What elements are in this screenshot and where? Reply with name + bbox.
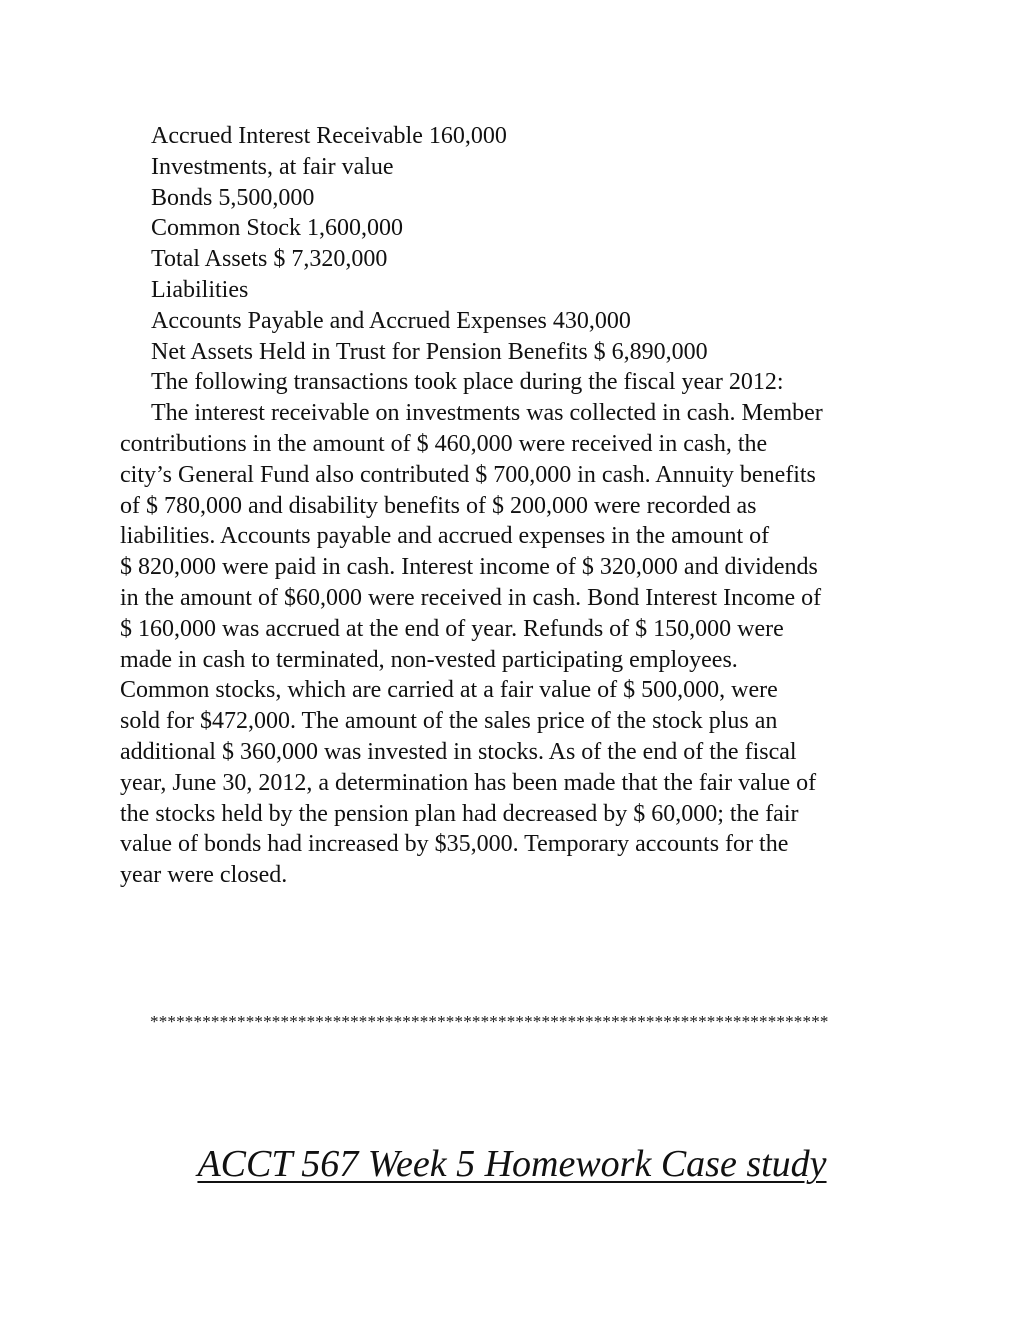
- text-line: Common Stock 1,600,000: [151, 215, 404, 242]
- text-line: $ 820,000 were paid in cash. Interest income of $ 320,000 and dividends: [120, 554, 818, 581]
- text-line: the stocks held by the pension plan had decreased by $ 60,000; the fair: [120, 800, 799, 827]
- text-line: Bonds 5,500,000: [151, 184, 315, 211]
- text-line: Accounts Payable and Accrued Expenses 430,000: [151, 307, 631, 334]
- text-line: year, June 30, 2012, a determination has been made that the fair value of: [120, 769, 817, 796]
- text-line: Liabilities: [151, 276, 249, 303]
- text-line: made in cash to terminated, non-vested participating employees.: [120, 646, 738, 673]
- text-line: The interest receivable on investments was collected in cash. Member: [151, 400, 823, 427]
- text-line: year were closed.: [120, 862, 288, 889]
- text-line: contributions in the amount of $ 460,000 were received in cash, the: [120, 430, 768, 457]
- text-line: The following transactions took place during the fiscal year 2012:: [151, 369, 784, 396]
- text-line: Net Assets Held in Trust for Pension Benefits $ 6,890,000: [151, 338, 708, 365]
- text-line: sold for $472,000. The amount of the sales price of the stock plus an: [120, 708, 778, 735]
- body-text: [120, 121, 920, 891]
- text-line: city’s General Fund also contributed $ 700,000 in cash. Annuity benefits: [120, 461, 816, 488]
- asterisk-divider: ******************************************************************************: [150, 1012, 829, 1031]
- text-line: value of bonds had increased by $35,000. Temporary accounts for the: [120, 831, 789, 858]
- text-line: Investments, at fair value: [151, 153, 394, 180]
- text-line: Total Assets $ 7,320,000: [151, 246, 388, 273]
- text-line: additional $ 360,000 was invested in stocks. As of the end of the fiscal: [120, 738, 797, 765]
- text-line: liabilities. Accounts payable and accrued expenses in the amount of: [120, 523, 770, 550]
- section-heading: ACCT 567 Week 5 Homework Case study: [197, 1143, 827, 1185]
- text-line: $ 160,000 was accrued at the end of year. Refunds of $ 150,000 were: [120, 615, 784, 642]
- text-line: Common stocks, which are carried at a fair value of $ 500,000, were: [120, 677, 778, 704]
- text-line: in the amount of $60,000 were received in cash. Bond Interest Income of: [120, 584, 822, 611]
- text-line: of $ 780,000 and disability benefits of $ 200,000 were recorded as: [120, 492, 757, 519]
- text-line: Accrued Interest Receivable 160,000: [151, 123, 507, 149]
